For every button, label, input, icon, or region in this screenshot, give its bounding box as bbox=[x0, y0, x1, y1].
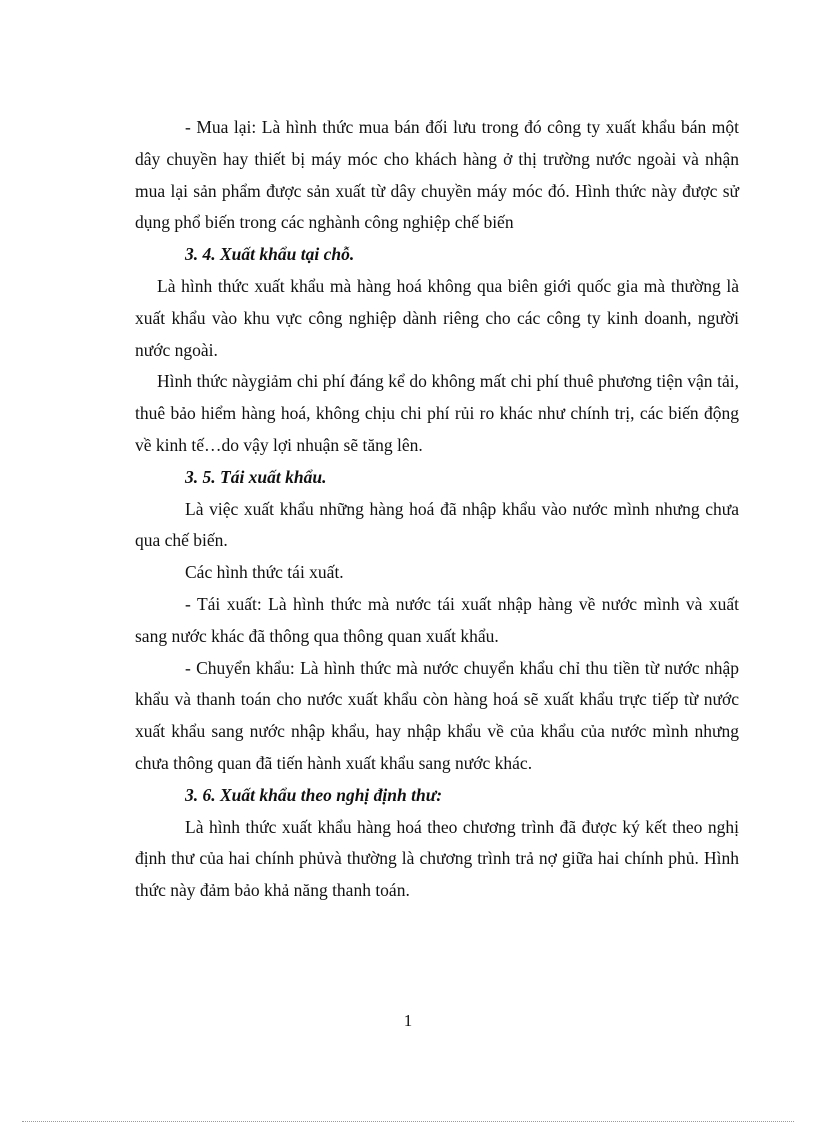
page-number: 1 bbox=[403, 1011, 413, 1030]
heading-tai-xuat-khau: 3. 5. Tái xuất khẩu. bbox=[185, 466, 327, 487]
paragraph-mua-lai: - Mua lại: Là hình thức mua bán đối lưu trong đó công ty xuất khẩu bán một dây chuyền hay thiết bị máy móc cho khách hàng ở thị trường nước ngoài và nhận mua lại sản phẩm được sản xuất từ dây chuyền máy móc đó. Hình thức này được sử dụng phổ biến trong các nghành công nghiệp chế biến bbox=[135, 117, 739, 233]
paragraph-chuyen-khau: - Chuyển khẩu: Là hình thức mà nước chuyển khẩu chỉ thu tiền từ nước nhập khẩu và thanh toán cho nước xuất khẩu còn hàng hoá sẽ xuất khẩu trực tiếp từ nước xuất khẩu sang nước nhập khẩu, hay nhập khẩu về của khẩu của nước mình nhưng chưa thông quan đã tiến hành xuất khẩu sang nước khác. bbox=[135, 657, 739, 773]
page-bottom-divider bbox=[22, 1121, 794, 1122]
paragraph-tai-xuat: - Tái xuất: Là hình thức mà nước tái xuất nhập hàng về nước mình và xuất sang nước khác đã thông qua thông quan xuất khẩu. bbox=[135, 593, 739, 646]
document-body bbox=[135, 112, 739, 907]
heading-xuat-khau-tai-cho: 3. 4. Xuất khẩu tại chỗ. bbox=[185, 244, 355, 265]
paragraph-xuat-khau-tai-cho-benefit: Hình thức nàygiảm chi phí đáng kể do không mất chi phí thuê phương tiện vận tải, thuê bảo hiểm hàng hoá, không chịu chi phí rủi ro khác như chính trị, các biến động về kinh tế…do vậy lợi nhuận sẽ tăng lên. bbox=[135, 371, 739, 455]
heading-nghi-dinh-thu: 3. 6. Xuất khẩu theo nghị định thư: bbox=[185, 784, 443, 805]
paragraph-xuat-khau-tai-cho-definition: Là hình thức xuất khẩu mà hàng hoá không qua biên giới quốc gia mà thường là xuất khẩu vào khu vực công nghiệp dành riêng cho các công ty kinh doanh, người nước ngoài. bbox=[135, 275, 739, 360]
paragraph-nghi-dinh-thu: Là hình thức xuất khẩu hàng hoá theo chương trình đã được ký kết theo nghị định thư của hai chính phủvà thường là chương trình trả nợ giữa hai chính phủ. Hình thức này đảm bảo khả năng thanh toán. bbox=[135, 816, 739, 901]
paragraph-cac-hinh-thuc: Các hình thức tái xuất. bbox=[185, 562, 344, 583]
paragraph-tai-xuat-khau-definition: Là việc xuất khẩu những hàng hoá đã nhập khẩu vào nước mình nhưng chưa qua chế biến. bbox=[135, 498, 739, 551]
